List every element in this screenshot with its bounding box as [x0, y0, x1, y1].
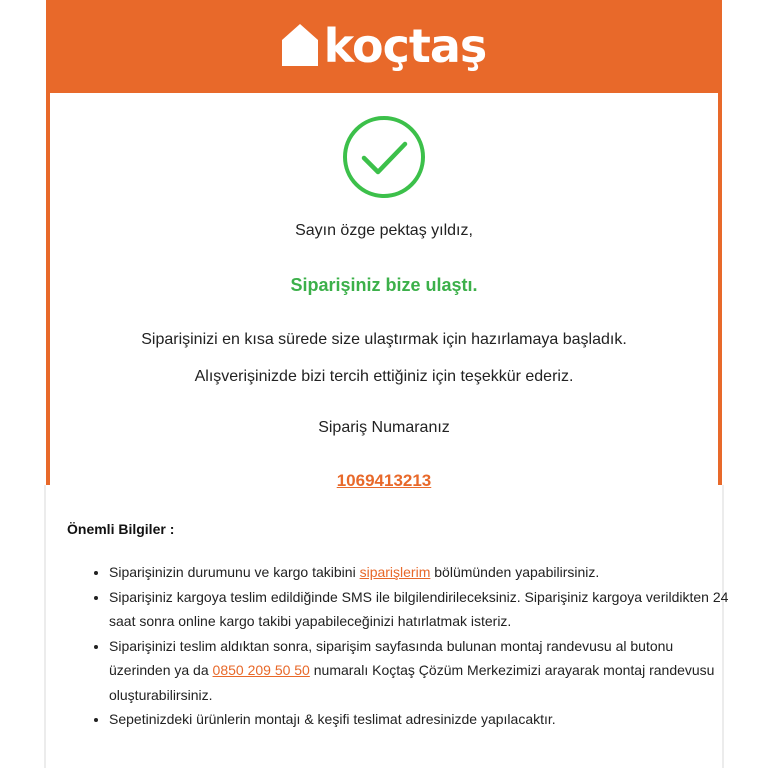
orders-link[interactable]: siparişlerim: [359, 564, 431, 580]
list-item: • Siparişinizin durumunu ve kargo takibini siparişlerim bölümünden yapabilirsiniz.: [109, 560, 729, 585]
check-circle-icon: [342, 115, 426, 199]
message-line: Alışverişinizde bizi tercih ettiğiniz için teşekkür ederiz.: [194, 368, 574, 385]
info-title: Önemli Bilgiler :: [67, 521, 175, 537]
list-item: • Sepetinizdeki ürünlerin montajı & keşifi teslimat adresinizde yapılacaktır.: [109, 707, 729, 732]
greeting: Sayın özge pektaş yıldız,: [295, 222, 473, 239]
order-number-label: Sipariş Numaranız: [318, 419, 450, 436]
info-list: [91, 560, 729, 732]
list-item: • Siparişinizi teslim aldıktan sonra, siparişim sayfasında bulunan montaj randevusu al butonu üzerinden ya da 0850 209 50 50 numaralı Koçtaş Çözüm Merkezimizi arayarak montaj randevusu oluşturabilirsiniz.: [109, 634, 729, 708]
headline: Siparişiniz bize ulaştı.: [290, 275, 478, 295]
house-icon: [282, 24, 318, 66]
phone-link[interactable]: 0850 209 50 50: [212, 662, 310, 678]
card-edge-left: [44, 485, 46, 768]
brand-logo[interactable]: [0, 16, 768, 76]
logo-text: koçtaş: [323, 19, 487, 73]
list-item: • Siparişiniz kargoya teslim edildiğinde SMS ile bilgilendirileceksiniz. Siparişiniz kargoya verildikten 24 saat sonra online kargo takibi yapabileceğinizi hatırlatmak isteriz.: [109, 585, 729, 634]
message-line: Siparişinizi en kısa sürede size ulaştırmak için hazırlamaya başladık.: [141, 331, 627, 348]
order-number-link[interactable]: 1069413213: [336, 471, 432, 490]
